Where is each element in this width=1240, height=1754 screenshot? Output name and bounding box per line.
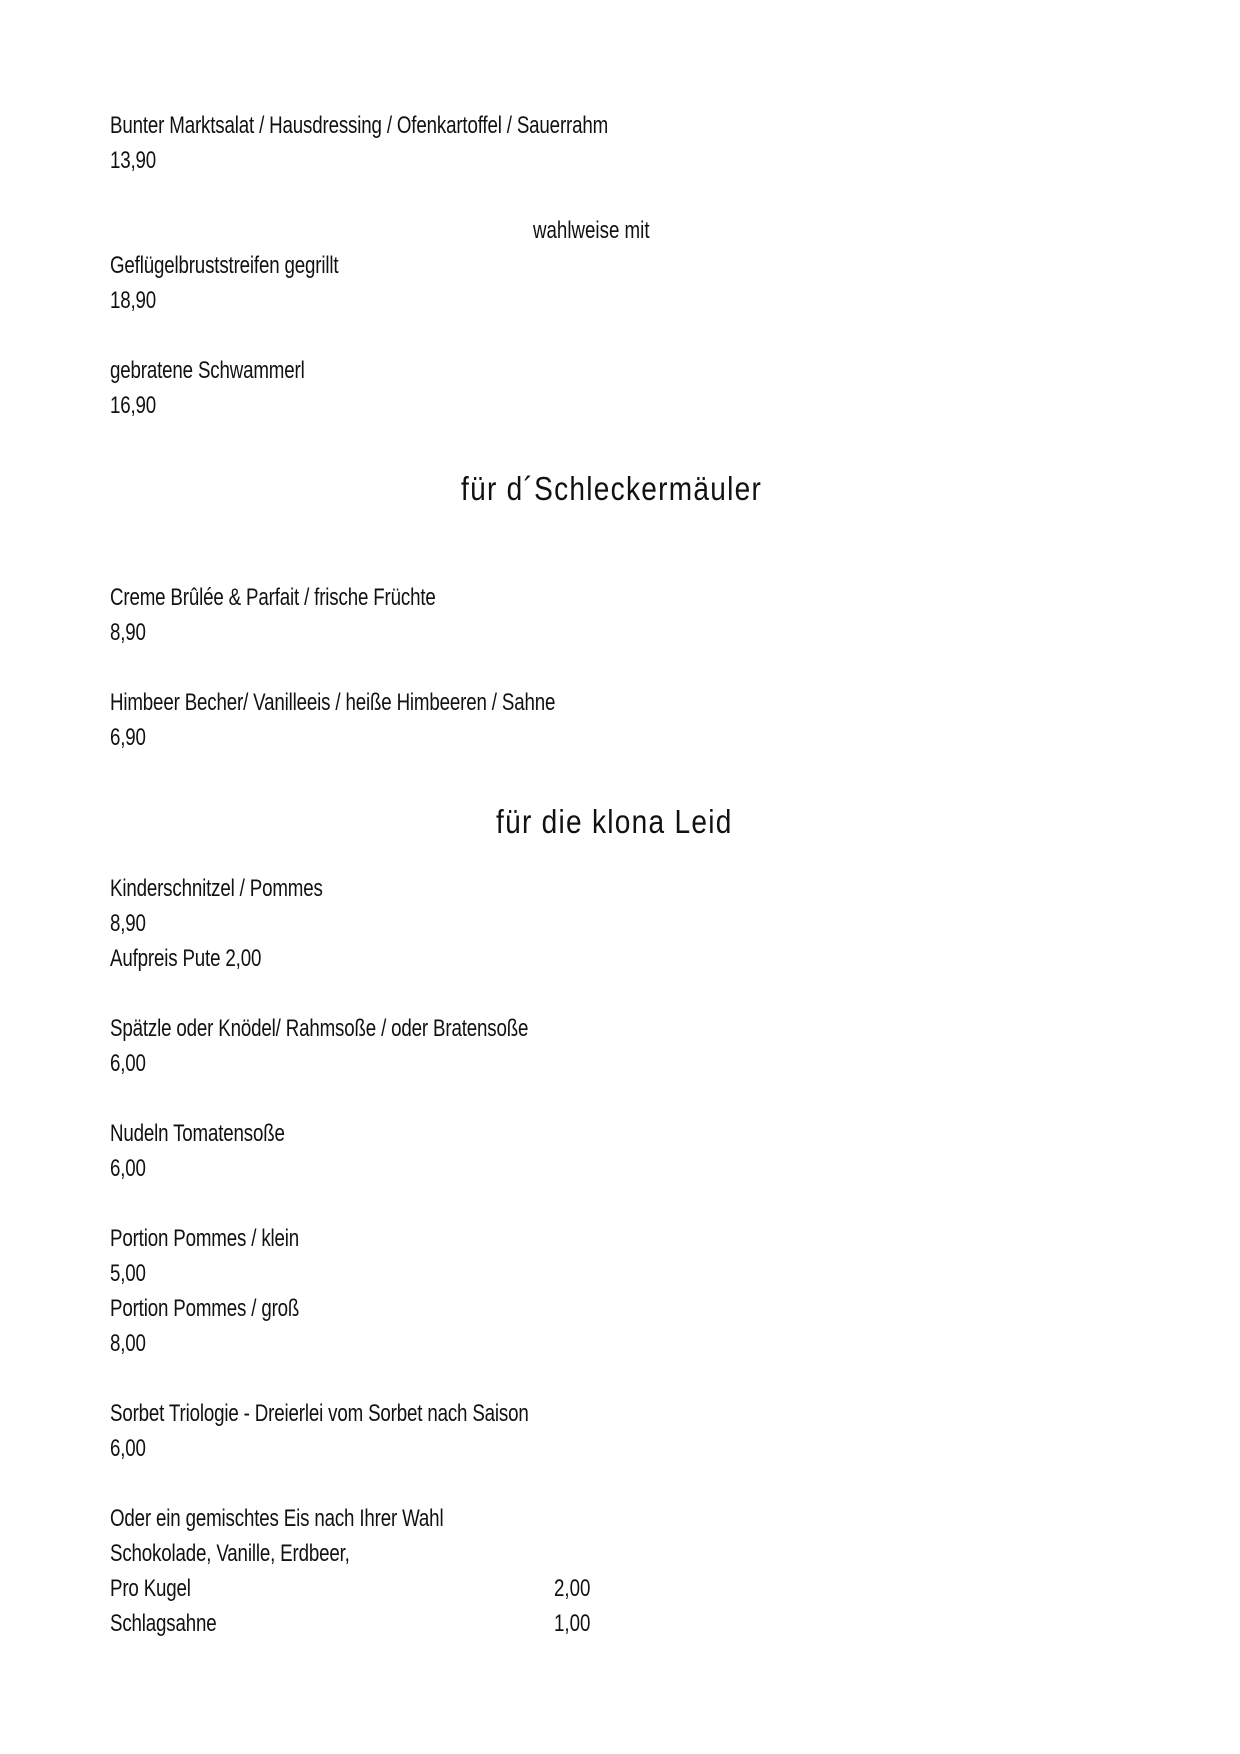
menu-item-price: 6,00	[110, 1155, 146, 1182]
menu-item-name: Nudeln Tomatensoße	[110, 1120, 285, 1147]
menu-item-name: Schlagsahne	[110, 1610, 217, 1637]
menu-item-price: 16,90	[110, 392, 157, 419]
menu-item-name: Spätzle oder Knödel/ Rahmsoße / oder Bratensoße	[110, 1015, 529, 1042]
menu-item-flavors: Schokolade, Vanille, Erdbeer,	[110, 1540, 350, 1567]
section-heading-kids: für die klona Leid	[496, 803, 733, 840]
menu-item-name: Oder ein gemischtes Eis nach Ihrer Wahl	[110, 1505, 444, 1532]
menu-item-name: Portion Pommes / klein	[110, 1225, 300, 1252]
menu-item-name: Pro Kugel	[110, 1575, 191, 1602]
menu-item-name: Kinderschnitzel / Pommes	[110, 875, 323, 902]
menu-item-price: 1,00	[554, 1610, 591, 1637]
menu-item-price: 6,00	[110, 1050, 146, 1077]
menu-item-price: 6,00	[110, 1435, 146, 1462]
menu-item-price: 8,90	[110, 619, 146, 646]
menu-item-name: Creme Brûlée & Parfait / frische Früchte	[110, 584, 436, 611]
menu-item-price: 5,00	[110, 1260, 146, 1287]
menu-item-price: 8,00	[110, 1330, 146, 1357]
menu-item-price: 18,90	[110, 287, 157, 314]
menu-item-price: 2,00	[554, 1575, 591, 1602]
menu-item-name: Portion Pommes / groß	[110, 1295, 300, 1322]
menu-item-name: Bunter Marktsalat / Hausdressing / Ofenkartoffel / Sauerrahm	[110, 112, 609, 139]
section-heading-dessert: für d´Schleckermäuler	[461, 470, 763, 507]
menu-item-extra: Aufpreis Pute 2,00	[110, 945, 262, 972]
menu-item-name: Sorbet Triologie - Dreierlei vom Sorbet nach Saison	[110, 1400, 529, 1427]
menu-item-name: Geflügelbruststreifen gegrillt	[110, 252, 339, 279]
menu-item-price: 13,90	[110, 147, 157, 174]
menu-item-price: 6,90	[110, 724, 146, 751]
menu-item-name: Himbeer Becher/ Vanilleeis / heiße Himbeeren / Sahne	[110, 689, 556, 716]
menu-item-price: 8,90	[110, 910, 146, 937]
option-note: wahlweise mit	[533, 217, 650, 244]
menu-item-name: gebratene Schwammerl	[110, 357, 305, 384]
